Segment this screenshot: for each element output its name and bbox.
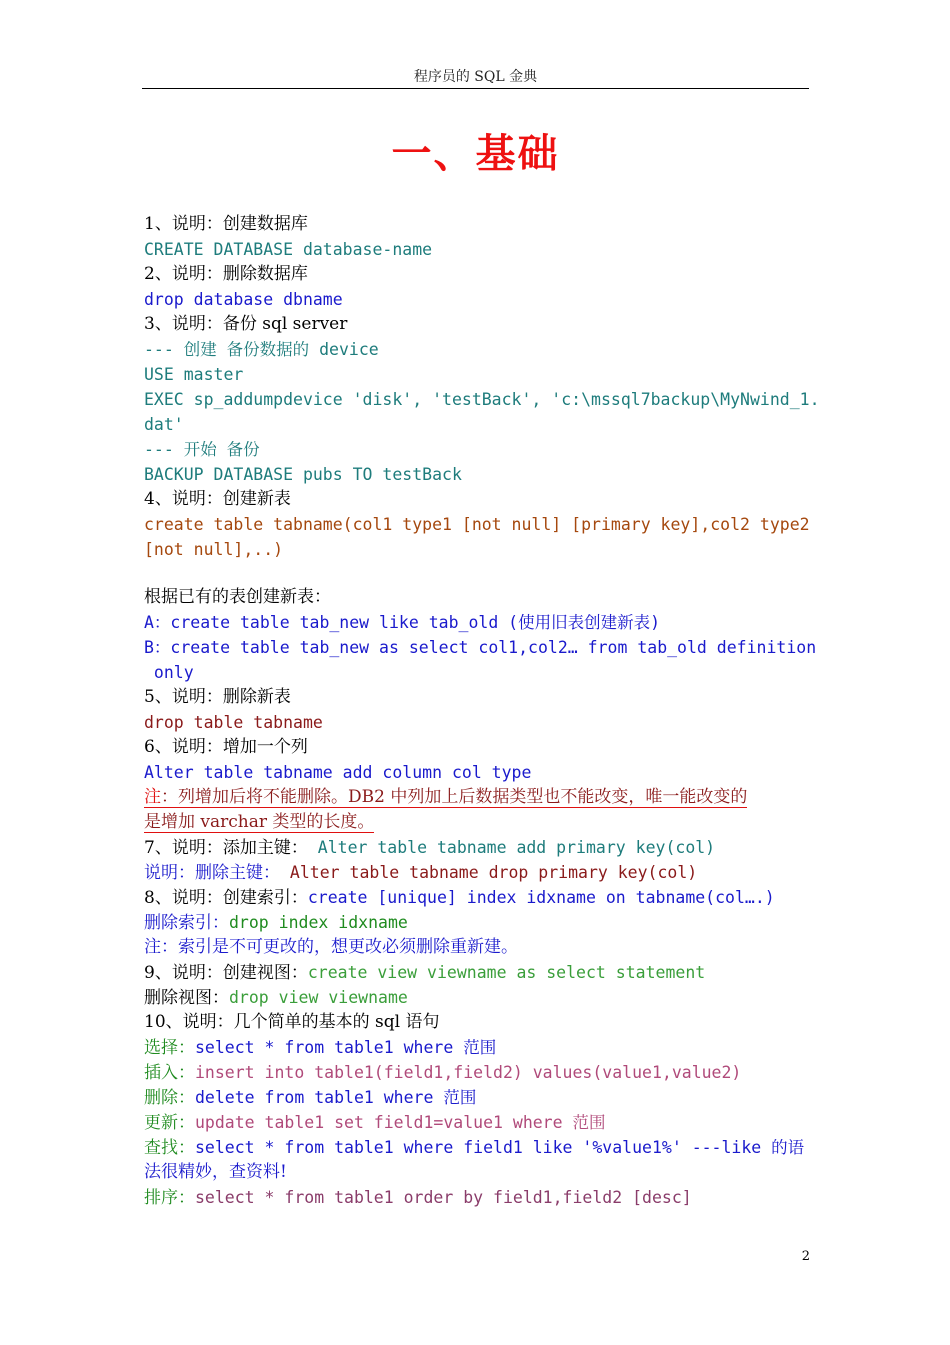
- derive-a: A：create table tab_new like tab_old (使用旧表创建新表): [144, 613, 661, 632]
- insert-code: insert into table1(field1,field2) values(value1,value2): [195, 1063, 742, 1082]
- note-label: 注: [144, 787, 161, 807]
- delete-label: 删除：: [144, 1088, 195, 1108]
- s9-delete-code: drop view viewname: [229, 988, 408, 1007]
- s3-exec-cont: dat': [144, 415, 184, 434]
- s10-find-cont: 法很精妙，查资料!: [144, 1162, 287, 1182]
- s10-find: [144, 1135, 812, 1160]
- s8-note: 注：索引是不可更改的，想更改必须删除重新建。: [144, 937, 518, 957]
- derive-b-cont: only: [144, 663, 194, 682]
- s8-line: [144, 885, 812, 910]
- s3-comment-create: --- 创建 备份数据的 device: [144, 340, 379, 359]
- s2-heading: 2、说明：删除数据库: [144, 264, 308, 284]
- s7-delete-code: Alter table tabname drop primary key(col): [280, 863, 698, 882]
- s6-heading: 6、说明：增加一个列: [144, 737, 308, 757]
- s9-delete-label: 删除视图：: [144, 988, 229, 1008]
- s10-sort: [144, 1185, 812, 1210]
- s9-delete-line: [144, 985, 812, 1010]
- update-code: update table1 set field1=value1 where 范围: [195, 1113, 606, 1132]
- sort-code: select * from table1 order by field1,field2 [desc]: [195, 1188, 692, 1207]
- select-code: select * from table1 where 范围: [195, 1038, 497, 1057]
- page-number: 2: [801, 1249, 810, 1264]
- s10-update: [144, 1110, 812, 1135]
- s7-code: Alter table tabname add primary key(col): [307, 838, 716, 857]
- s3-exec: EXEC sp_addumpdevice 'disk', 'testBack', 'c:\mssql7backup\MyNwind_1.: [144, 390, 820, 409]
- s6-code: Alter table tabname add column col type: [144, 763, 532, 782]
- section-title: 一、基础: [391, 131, 560, 177]
- select-label: 选择：: [144, 1038, 195, 1058]
- s8-code: create [unique] index idxname on tabname(col….): [307, 888, 775, 907]
- derive-heading: 根据已有的表创建新表：: [144, 587, 331, 607]
- s7-heading: 7、说明：添加主键：: [144, 838, 308, 858]
- note-text-cont: 是增加 varchar 类型的长度。: [144, 812, 375, 832]
- find-label: 查找：: [144, 1138, 195, 1158]
- s8-delete-code: drop index idxname: [229, 913, 408, 932]
- note-text: ：列增加后将不能删除。DB2 中列加上后数据类型也不能改变，唯一能改变的: [161, 787, 748, 807]
- s2-code: drop database dbname: [144, 290, 343, 309]
- s4-heading: 4、说明：创建新表: [144, 489, 291, 509]
- s4-code-cont: [not null],..): [144, 540, 284, 559]
- s1-code: CREATE DATABASE database-name: [144, 240, 433, 259]
- insert-label: 插入：: [144, 1063, 195, 1083]
- s7-delete-label: 说明：删除主键：: [144, 863, 280, 883]
- s10-insert: [144, 1060, 812, 1085]
- s3-use: USE master: [144, 365, 244, 384]
- derive-b: B：create table tab_new as select col1,col2… from tab_old definition: [144, 638, 817, 657]
- s7-line: [144, 835, 812, 860]
- s10-select: [144, 1035, 812, 1060]
- s8-delete-label: 删除索引：: [144, 913, 229, 933]
- s8-heading: 8、说明：创建索引：: [144, 888, 308, 908]
- spacer: [144, 562, 812, 585]
- header-divider: [142, 88, 809, 89]
- s3-comment-backup: --- 开始 备份: [144, 440, 260, 459]
- s3-backup: BACKUP DATABASE pubs TO testBack: [144, 465, 462, 484]
- delete-code: delete from table1 where 范围: [195, 1088, 477, 1107]
- s9-heading: 9、说明：创建视图：: [144, 963, 308, 983]
- s10-delete: [144, 1085, 812, 1110]
- document-body: [144, 212, 820, 1210]
- s9-code: create view viewname as select statement: [307, 963, 706, 982]
- s8-delete-line: [144, 910, 812, 935]
- s4-code: create table tabname(col1 type1 [not null] [primary key],col2 type2: [144, 515, 810, 534]
- s1-heading: 1、说明：创建数据库: [144, 214, 308, 234]
- find-code: select * from table1 where field1 like '%value1%' ---like 的语: [195, 1138, 805, 1157]
- sort-label: 排序：: [144, 1188, 195, 1208]
- s3-heading: 3、说明：备份 sql server: [144, 314, 348, 334]
- s5-heading: 5、说明：删除新表: [144, 687, 291, 707]
- s10-heading: 10、说明：几个简单的基本的 sql 语句: [144, 1012, 440, 1032]
- s6-note-cont: [144, 810, 812, 835]
- page-header: 程序员的 SQL 金典: [413, 69, 538, 85]
- s9-line: [144, 960, 812, 985]
- s6-note: [144, 785, 812, 810]
- s5-code: drop table tabname: [144, 713, 323, 732]
- s7-delete-line: [144, 860, 812, 885]
- update-label: 更新：: [144, 1113, 195, 1133]
